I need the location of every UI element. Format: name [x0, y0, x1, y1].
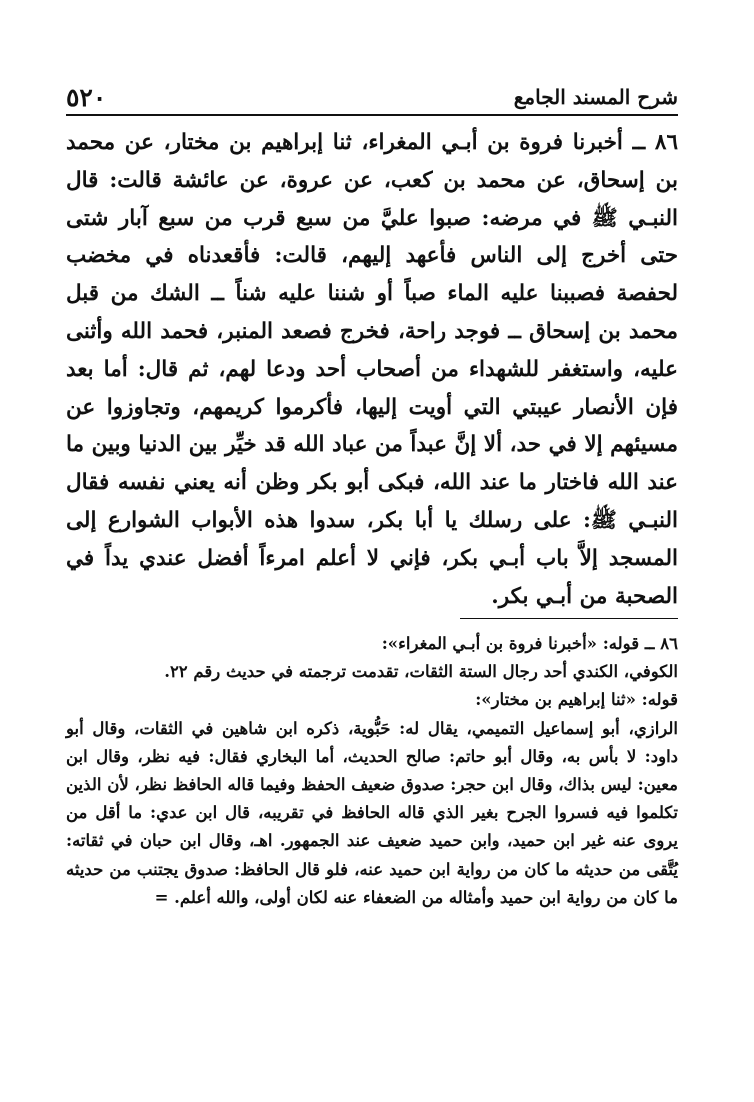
- header-rule: [66, 114, 678, 116]
- footnote-heading-1: ٨٦ ــ قوله: «أخبرنا فروة بن أبـي المغراء»:: [381, 634, 678, 653]
- footnotes: [66, 630, 678, 912]
- footnote-separator: [460, 618, 678, 619]
- page-number: ٥٢٠: [66, 82, 107, 112]
- running-title: شرح المسند الجامع: [513, 85, 678, 109]
- main-text: [66, 124, 678, 615]
- hadith-paragraph: ٨٦ ــ أخبرنا فروة بن أبـي المغراء، ثنا إبراهيم بن مختار، عن محمد بن إسحاق، عن محمد بن كعب، عن عروة، عن عائشة قالت: قال النبـي ﷺ في مرضه: صبوا عليَّ من سبع قرب من سبع آبار شتى حتى أخرج إلى الناس فأعهد إليهم، قالت: فأقعدناه في مخضب لحفصة فصببنا عليه الماء صباً أو شننا عليه شناً ــ الشك من قبل محمد بن إسحاق ــ فوجد راحة، فخرج فصعد المنبر، فحمد الله وأثنى عليه، واستغفر للشهداء من أصحاب أحد ودعا لهم، ثم قال: أما بعد فإن الأنصار عيبتي التي أويت إليها، فأكرموا كريمهم، وتجاوزوا عن مسيئهم إلا في حد، ألا إنَّ عبداً من عباد الله قد خيِّر بين الدنيا وبين ما عند الله فاختار ما عند الله، فبكى أبو بكر وظن أنه يعني نفسه فقال النبـي ﷺ: على رسلك يا أبا بكر، سدوا هذه الأبواب الشوارع إلى المسجد إلاَّ باب أبـي بكر، فإني لا أعلم امرءاً أفضل عندي يداً في الصحبة من أبـي بكر.: [66, 130, 678, 609]
- footnote-heading-2: قوله: «ثنا إبراهيم بن مختار»:: [475, 690, 678, 710]
- footnote-text-2: الرازي، أبو إسماعيل التميمي، يقال له: حَبُّوية، ذكره ابن شاهين في الثقات، وقال أبو داود: لا بأس به، وقال أبو حاتم: صالح الحديث، أما البخاري فقال: فيه نظر، وقال ابن معين: ليس بذاك، وقال ابن حجر: صدوق ضعيف الحفظ وفيما قاله الحافظ نظر، لأن الذين تكلموا فيه فسروا الجرح بغير الذي قاله الحافظ في تقريبه، قال ابن عدي: ما أقل من يروى عنه غير ابن حميد، وابن حميد ضعيف عند الجمهور. اهـ، وقال ابن حبان في ثقاته: يُتَّقى من حديثه ما كان من رواية ابن حميد عنه، فلو قال الحافظ: صدوق يجتنب من حديثه ما كان من رواية ابن حميد وأمثاله من الضعفاء عنه لكان أولى، والله أعلم. =: [66, 718, 678, 907]
- page-header: [66, 80, 678, 114]
- footnote-text-1: الكوفي، الكندي أحد رجال الستة الثقات، تقدمت ترجمته في حديث رقم ٢٢.: [164, 662, 678, 682]
